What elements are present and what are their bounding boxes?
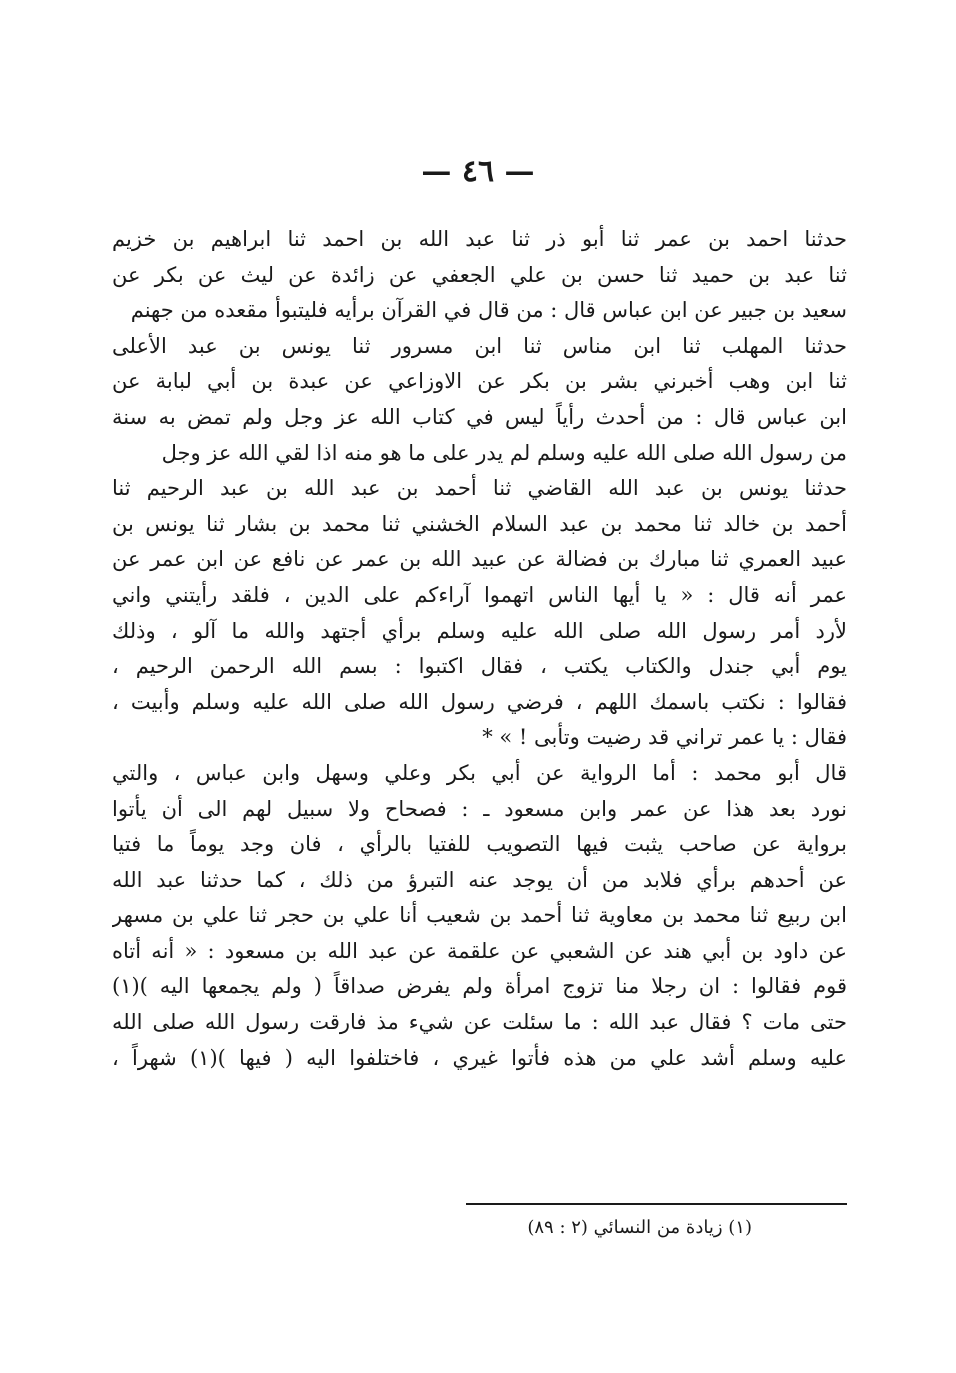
text-line: من رسول الله صلى الله عليه وسلم لم يدر على ما هو منه اذا لقي الله عز وجل <box>161 440 847 465</box>
text-line: برواية عن صاحب يثبت فيها التصويب للفتيا بالرأي ، فان وجد يوماً ما فتيا <box>112 832 847 857</box>
text-line: ثنا عبد بن حميد ثنا حسن بن علي الجعفي عن زائدة عن ليث عن بكر عن <box>112 262 847 287</box>
page-number: — ٤٦ — <box>421 154 535 189</box>
text-line: لأرد أمر رسول الله صلى الله عليه وسلم برأي أجتهد والله ما آلو ، وذلك <box>112 618 847 643</box>
text-line: حتى مات ؟ فقال عبد الله : ما سئلت عن شيء مذ فارقت رسول الله صلى الله <box>112 1010 847 1035</box>
text-line: يوم أبي جندل والكتاب يكتب ، فقال اكتبوا : بسم الله الرحمن الرحيم ، <box>112 654 847 679</box>
text-line: عن أحدهم برأي فلابد من أن يوجد عنه التبرؤ من ذلك ، كما حدثنا عبد الله <box>112 867 847 892</box>
text-line: سعيد بن جبير عن ابن عباس قال : من قال في القرآن برأيه فليتبوأ مقعده من جهنم <box>130 298 847 323</box>
footnote-divider <box>466 1203 847 1205</box>
text-line: عمر أنه قال : « يا أيها الناس اتهموا آراءكم على الدين ، فلقد رأيتني واني <box>112 582 847 607</box>
text-line: حدثنا يونس بن عبد الله القاضي ثنا أحمد بن عبد الله بن عبد الرحيم ثنا <box>112 476 847 501</box>
text-line: عليه وسلم أشد علي من هذه فأتوا غيري ، فاختلفوا اليه ( فيها )(١) شهراً ، <box>112 1045 847 1070</box>
text-line: قال أبو محمد : أما الرواية عن أبي بكر وعلي وسهل وابن عباس ، والتي <box>112 760 847 785</box>
text-line: فقال : يا عمر تراني قد رضيت وتأبى ! » * <box>482 725 847 750</box>
text-line: حدثنا احمد بن عمر ثنا أبو ذر ثنا عبد الله بن احمد ثنا ابراهيم بن خزيم <box>112 227 847 251</box>
text-line: عبيد العمري ثنا مبارك بن فضالة عن عبيد الله بن عمر عن نافع عن ابن عمر عن <box>112 547 847 572</box>
footnote: (١) زيادة من النسائي (٢ : ٨٩) <box>527 1217 752 1238</box>
text-line: حدثنا المهلب ثنا ابن مناس ثنا ابن مسرور ثنا يونس بن عبد الأعلى <box>112 333 847 358</box>
text-line: ابن عباس قال : من أحدث رأياً ليس في كتاب الله عز وجل ولم تمض به سنة <box>112 404 847 429</box>
text-line: فقالوا : نكتب باسمك اللهم ، فرضي رسول الله صلى الله عليه وسلم وأبيت ، <box>112 689 847 714</box>
text-line: ابن ربيع ثنا محمد بن معاوية ثنا أحمد بن شعيب أنا علي بن حجر ثنا علي بن مسهر <box>112 903 847 928</box>
body-text <box>112 222 847 1076</box>
text-line: عن داود بن أبي هند عن الشعبي عن علقمة عن عبد الله بن مسعود : « أنه أتاه <box>112 938 847 963</box>
text-line: ثنا ابن وهب أخبرني بشر بن بكر عن الاوزاعي عن عبدة بن أبي لبابة عن <box>112 369 847 394</box>
text-line: نورد بعد هذا عن عمر وابن مسعود ـ : فصحاح ولا سبيل لهم الى أن يأتوا <box>112 796 847 821</box>
text-line: قوم فقالوا : ان رجلا منا تزوج امرأة ولم يفرض صداقاً ( ولم يجمعها اليه )(١) <box>112 974 847 999</box>
text-line: أحمد بن خالد ثنا محمد بن عبد السلام الخشني ثنا محمد بن بشار ثنا يونس بن <box>112 511 847 536</box>
